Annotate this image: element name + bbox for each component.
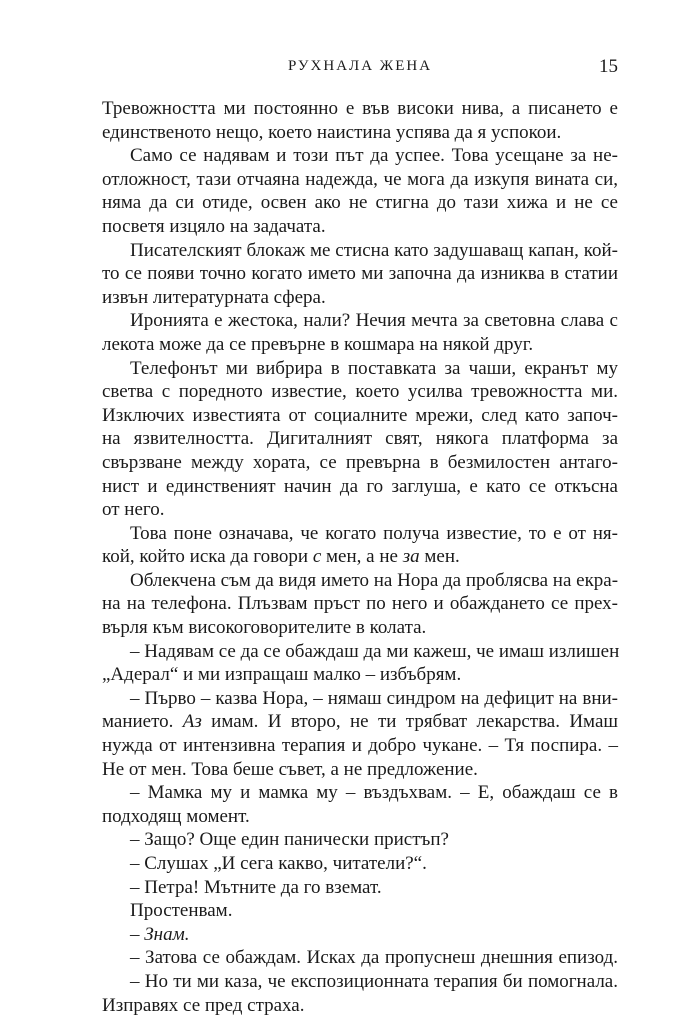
text-line: „Адерал“ и ми изпращаш малко – избъбрям. xyxy=(102,664,462,686)
text-line: посветя изцяло на задачата. xyxy=(102,215,326,237)
text-line: Иронията е жестока, нали? Нечия мечта за световна слава с xyxy=(130,310,618,332)
text-line: на язвителността. Дигиталният свят, някога платформа за xyxy=(102,428,618,450)
page-number: 15 xyxy=(599,56,618,77)
text-line: – Слушах „И сега какво, читатели?“. xyxy=(130,853,427,874)
text-line xyxy=(102,710,618,734)
text-line: Простенвам. xyxy=(130,900,233,922)
text-line: извън литературната сфера. xyxy=(102,286,326,308)
text-line xyxy=(102,545,618,569)
text-line: – Петра! Мътните да го вземат. xyxy=(130,876,382,898)
text-line: нист и единственият начин да го заглуша, е като се откъсна xyxy=(102,475,618,497)
text-run: мен. xyxy=(424,546,460,568)
text-line: свързване между хората, се превърна в безмилостен антаго- xyxy=(102,451,618,473)
text-line: – Но ти ми каза, че експозиционната терапия би помогнала. xyxy=(130,970,618,992)
text-line: Това поне означава, че когато получа известие, то е от ня- xyxy=(130,522,618,544)
text-line: Телефонът ми вибрира в поставката за чаши, екранът му xyxy=(130,357,618,379)
body-text xyxy=(102,97,618,1017)
page-header xyxy=(102,56,618,80)
text-line xyxy=(102,923,618,947)
text-line: светва с поредното известие, което усилва тревожността ми. xyxy=(102,381,618,403)
text-line: Тревожността ми постоянно е във високи нива, а писането е xyxy=(102,98,618,119)
running-title: РУХНАЛА ЖЕНА xyxy=(287,58,433,74)
text-line: Само се надявам и този път да успее. Това усещане за не- xyxy=(130,145,618,167)
emphasis-text: Знам. xyxy=(144,923,190,945)
text-run: мен, а не xyxy=(326,546,398,568)
emphasis-text: Аз xyxy=(182,711,202,733)
text-line: от него. xyxy=(102,499,165,521)
text-run: – xyxy=(130,923,140,945)
text-line: нужда от интензивна терапия и добро чукане. – Тя поспира. – xyxy=(102,735,618,757)
text-line: лекота може да се превърне в кошмара на някой друг. xyxy=(102,333,534,355)
emphasis-text: с xyxy=(312,546,322,568)
text-line: то се появи точно когато името ми започна да изниква в статии xyxy=(102,263,618,285)
text-line: Писателският блокаж ме стисна като задушаващ капан, кой- xyxy=(130,239,618,261)
text-line: Облекчена съм да видя името на Нора да проблясва на екра- xyxy=(130,569,619,591)
text-line: Не от мен. Това беше съвет, а не предложение. xyxy=(102,758,478,780)
text-run: имам. И второ, не ти трябват лекарства. Имаш xyxy=(211,711,619,733)
text-line: Изправях се пред страха. xyxy=(102,994,305,1016)
emphasis-text: за xyxy=(402,546,420,568)
text-line: – Затова се обаждам. Исках да пропуснеш днешния епизод. xyxy=(130,947,618,969)
text-line: – Защо? Още един панически пристъп? xyxy=(130,829,449,851)
text-line: – Надявам се да се обаждаш да ми кажеш, че имаш излишен xyxy=(130,640,620,662)
text-line: единственото нещо, което наистина успява да я успокои. xyxy=(102,121,562,143)
text-line: подходящ момент. xyxy=(102,805,250,827)
text-line: няма да си отиде, освен ако не стигна до тази хижа и не се xyxy=(102,192,618,214)
text-line: Изключих известията от социалните мрежи, след като започ- xyxy=(102,404,618,426)
text-line: на на телефона. Плъзвам пръст по него и обаждането се прех- xyxy=(102,593,618,615)
text-line: – Мамка му и мамка му – въздъхвам. – Е, обаждаш се в xyxy=(130,782,618,804)
text-line: върля към високоговорителите в колата. xyxy=(102,617,427,639)
text-line: – Първо – казва Нора, – нямаш синдром на дефицит на вни- xyxy=(130,687,618,709)
text-run: манието. xyxy=(102,711,174,733)
text-run: кой, който иска да говори xyxy=(102,546,309,568)
text-line: отложност, тази отчаяна надежда, че мога да изкупя вината си, xyxy=(102,168,618,190)
